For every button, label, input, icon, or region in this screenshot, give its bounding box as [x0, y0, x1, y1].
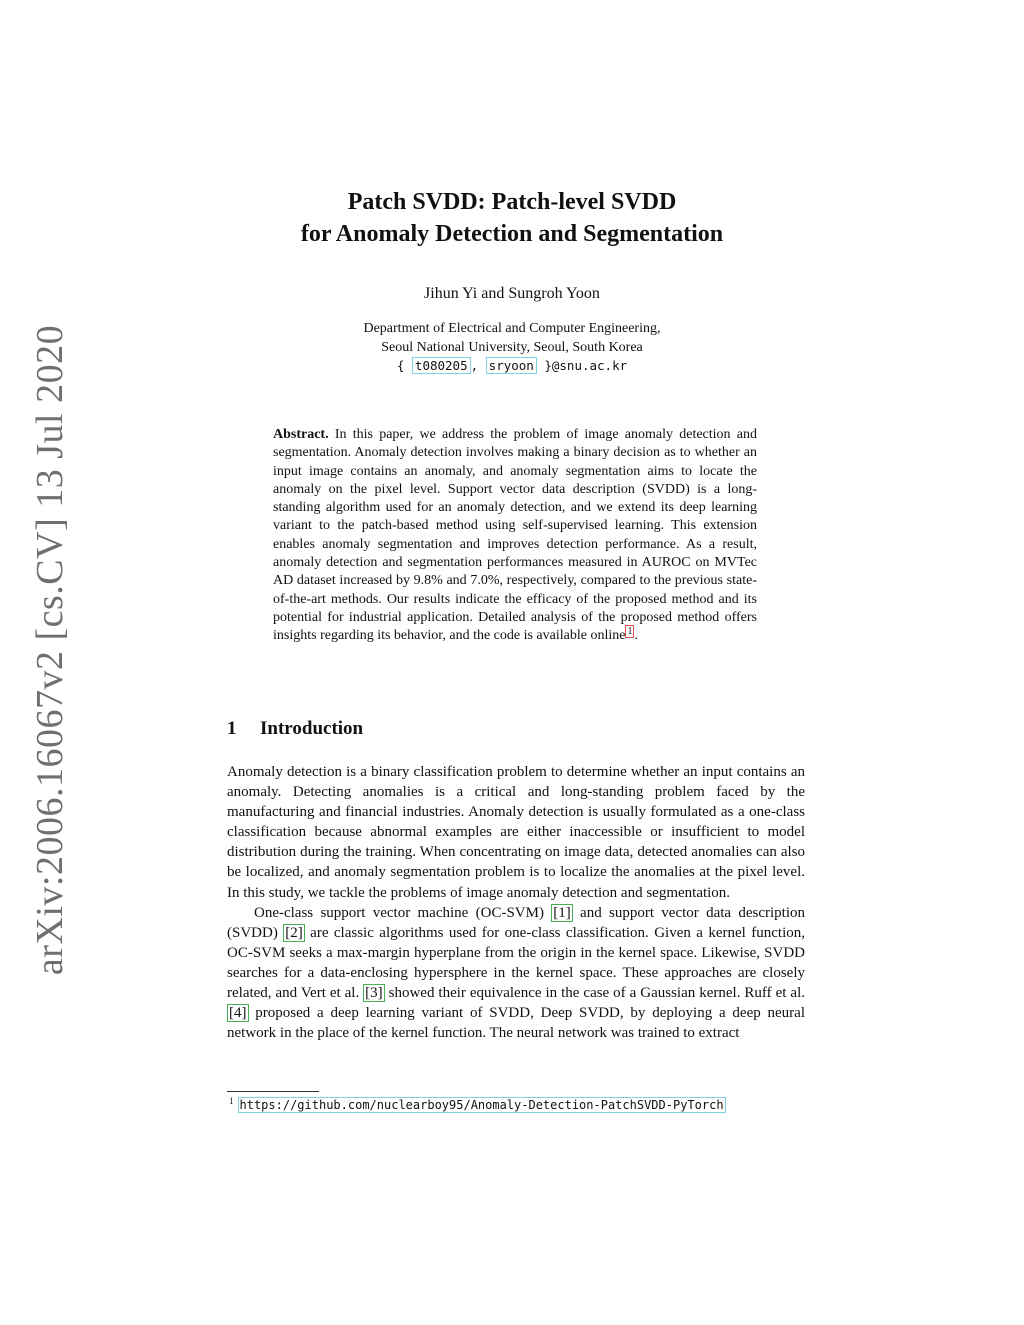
- email-line: [0, 357, 1024, 377]
- arxiv-identifier-stamp: arXiv:2006.16067v2 [cs.CV] 13 Jul 2020: [29, 324, 71, 976]
- paragraph-2: [227, 903, 805, 1044]
- affiliation: [0, 320, 1024, 377]
- abstract: [273, 426, 757, 646]
- paragraph-2-text-1: One-class support vector machine (OC-SVM): [254, 904, 552, 921]
- footnote-url-link[interactable]: https://github.com/nuclearboy95/Anomaly-Detection-PatchSVDD-PyTorch: [239, 1098, 724, 1112]
- paragraph-2-text-3: are classic algorithms used for one-class classification. Given a kernel function, OC-SVM seeks a max-margin hyperplane from the origin in the kernel space. Likewise, SVDD searches for a data-enclosing hypersphere in the kernel space. These approaches are closely related, and Vert et al.: [227, 924, 805, 1002]
- section-heading: [227, 718, 363, 740]
- email-domain: }@snu.ac.kr: [536, 358, 628, 373]
- email-link-user2[interactable]: sryoon: [486, 357, 537, 374]
- author-list: Jihun Yi and Sungroh Yoon: [424, 285, 600, 302]
- title-line-1: Patch SVDD: Patch-level SVDD: [347, 189, 677, 215]
- abstract-end: .: [634, 628, 638, 644]
- abstract-text: In this paper, we address the problem of image anomaly detection and segmentation. Anomaly detection involves making a binary decision as to whether an input image contains an anomaly, and anomaly segmentation aims to locate the anomaly on the pixel level. Support vector data description (SVDD) is a long-standing algorithm used for an anomaly detection, and we extend its deep learning variant to the patch-based method using self-supervised learning. This extension enables anomaly segmentation and improves detection performance. As a result, anomaly detection and segmentation performances measured in AUROC on MVTec AD dataset increased by 9.8% and 7.0%, respectively, compared to the previous state-of-the-art methods. Our results indicate the efficacy of the proposed method and its potential for industrial application. Detailed analysis of the proposed method offers insights regarding its behavior, and the code is available online: [273, 427, 757, 644]
- email-link-user1[interactable]: t080205: [412, 357, 471, 374]
- abstract-label: Abstract.: [273, 427, 329, 442]
- affiliation-line-1: Department of Electrical and Computer Engineering,: [363, 321, 661, 336]
- footnote-mark: 1: [229, 1096, 234, 1106]
- email-open-brace: {: [396, 358, 412, 373]
- footnote-ref-link[interactable]: 1: [627, 625, 633, 637]
- citation-link-1[interactable]: [1]: [553, 904, 571, 921]
- section-number: 1: [227, 718, 237, 739]
- citation-link-4[interactable]: [4]: [229, 1005, 247, 1022]
- paper-title: [0, 186, 1024, 250]
- affiliation-line-2: Seoul National University, Seoul, South Korea: [381, 339, 643, 355]
- footnote: [229, 1096, 726, 1113]
- paragraph-2-text-4: showed their equivalence in the case of a Gaussian kernel. Ruff et al.: [384, 985, 805, 1002]
- footnote-divider: [227, 1091, 319, 1092]
- paragraph-2-text-2: and support vector data description (SVDD): [227, 904, 805, 941]
- paragraph-1: Anomaly detection is a binary classification problem to determine whether an input contains an anomaly. Detecting anomalies is a critical and long-standing problem faced by the manufacturing and financial industries. Anomaly detection is usually formulated as a one-class classification because abnormal examples are either inaccessible or insufficient to model distribution during the training. When concentrating on image data, detected anomalies can also be localized, and anomaly segmentation problem is to localize the anomalies at the pixel level. In this study, we tackle the problems of image anomaly detection and segmentation.: [227, 764, 805, 901]
- email-separator: ,: [470, 358, 486, 373]
- body-text: [227, 762, 805, 1043]
- title-line-2: for Anomaly Detection and Segmentation: [300, 221, 724, 247]
- paragraph-2-text-5: proposed a deep learning variant of SVDD, Deep SVDD, by deploying a deep neural network in the place of the kernel function. The neural network was trained to extract: [227, 1005, 805, 1042]
- section-title: Introduction: [260, 718, 364, 739]
- citation-link-3[interactable]: [3]: [365, 985, 383, 1002]
- citation-link-2[interactable]: [2]: [285, 924, 303, 941]
